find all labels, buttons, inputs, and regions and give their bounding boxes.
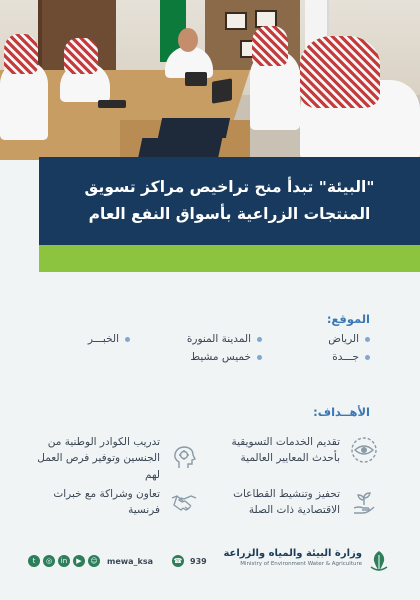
goal-text: تدريب الكوادر الوطنية من الجنسين وتوفير فرص العمل لهم bbox=[37, 436, 160, 481]
ministry-emblem-icon bbox=[368, 549, 390, 573]
goal-text: تعاون وشراكة مع خبرات فرنسية bbox=[53, 488, 160, 517]
goal-text: تقديم الخدمات التسويقية بأحدث المعايير العالمية bbox=[231, 436, 340, 465]
gear-head-icon bbox=[170, 444, 198, 472]
location-item: الخبـــر bbox=[88, 333, 130, 345]
goal-item bbox=[28, 434, 198, 483]
social-handle[interactable]: mewa_ksa bbox=[107, 556, 154, 566]
twitter-icon[interactable]: t bbox=[28, 555, 40, 567]
bullet-icon bbox=[257, 337, 262, 342]
location-item: المدينة المنورة bbox=[187, 333, 262, 345]
location-item: الرياض bbox=[328, 333, 370, 345]
ministry-name bbox=[223, 548, 362, 567]
location-item: خميس مشيط bbox=[190, 351, 262, 363]
goals-title: الأهــداف: bbox=[313, 405, 370, 419]
growth-hand-icon bbox=[350, 488, 378, 516]
location-item: جـــدة bbox=[332, 351, 370, 363]
social-links bbox=[28, 555, 207, 567]
bullet-icon bbox=[365, 337, 370, 342]
instagram-icon[interactable]: ◎ bbox=[43, 555, 55, 567]
bullet-icon bbox=[365, 355, 370, 360]
eye-icon bbox=[350, 436, 378, 464]
goal-text: تحفيز وتنشيط القطاعات الاقتصادية ذات الصلة bbox=[233, 488, 340, 517]
headline-banner bbox=[39, 157, 420, 245]
phone-icon: ☎ bbox=[173, 557, 183, 565]
ministry-name-ar: وزارة البيئة والمياه والزراعة bbox=[223, 548, 362, 559]
linkedin-icon[interactable]: in bbox=[58, 555, 70, 567]
footer bbox=[0, 545, 420, 581]
bullet-icon bbox=[257, 355, 262, 360]
bullet-icon bbox=[125, 337, 130, 342]
phone-number[interactable]: 939 bbox=[190, 556, 207, 566]
meeting-photo bbox=[0, 0, 420, 160]
locations-title: الموقع: bbox=[326, 312, 370, 326]
goal-item bbox=[48, 486, 198, 519]
handshake-icon bbox=[170, 488, 198, 516]
snapchat-icon[interactable]: ☺ bbox=[88, 555, 100, 567]
headline-text: "البيئة" تبدأ منح تراخيص مراكز تسويق المنتجات الزراعية بأسواق النفع العام bbox=[84, 177, 375, 223]
goal-item bbox=[228, 434, 378, 467]
youtube-icon[interactable]: ▶ bbox=[73, 555, 85, 567]
goal-item bbox=[218, 486, 378, 519]
ministry-name-en: Ministry of Environment Water & Agriculture bbox=[240, 561, 362, 567]
accent-bar bbox=[39, 245, 420, 272]
